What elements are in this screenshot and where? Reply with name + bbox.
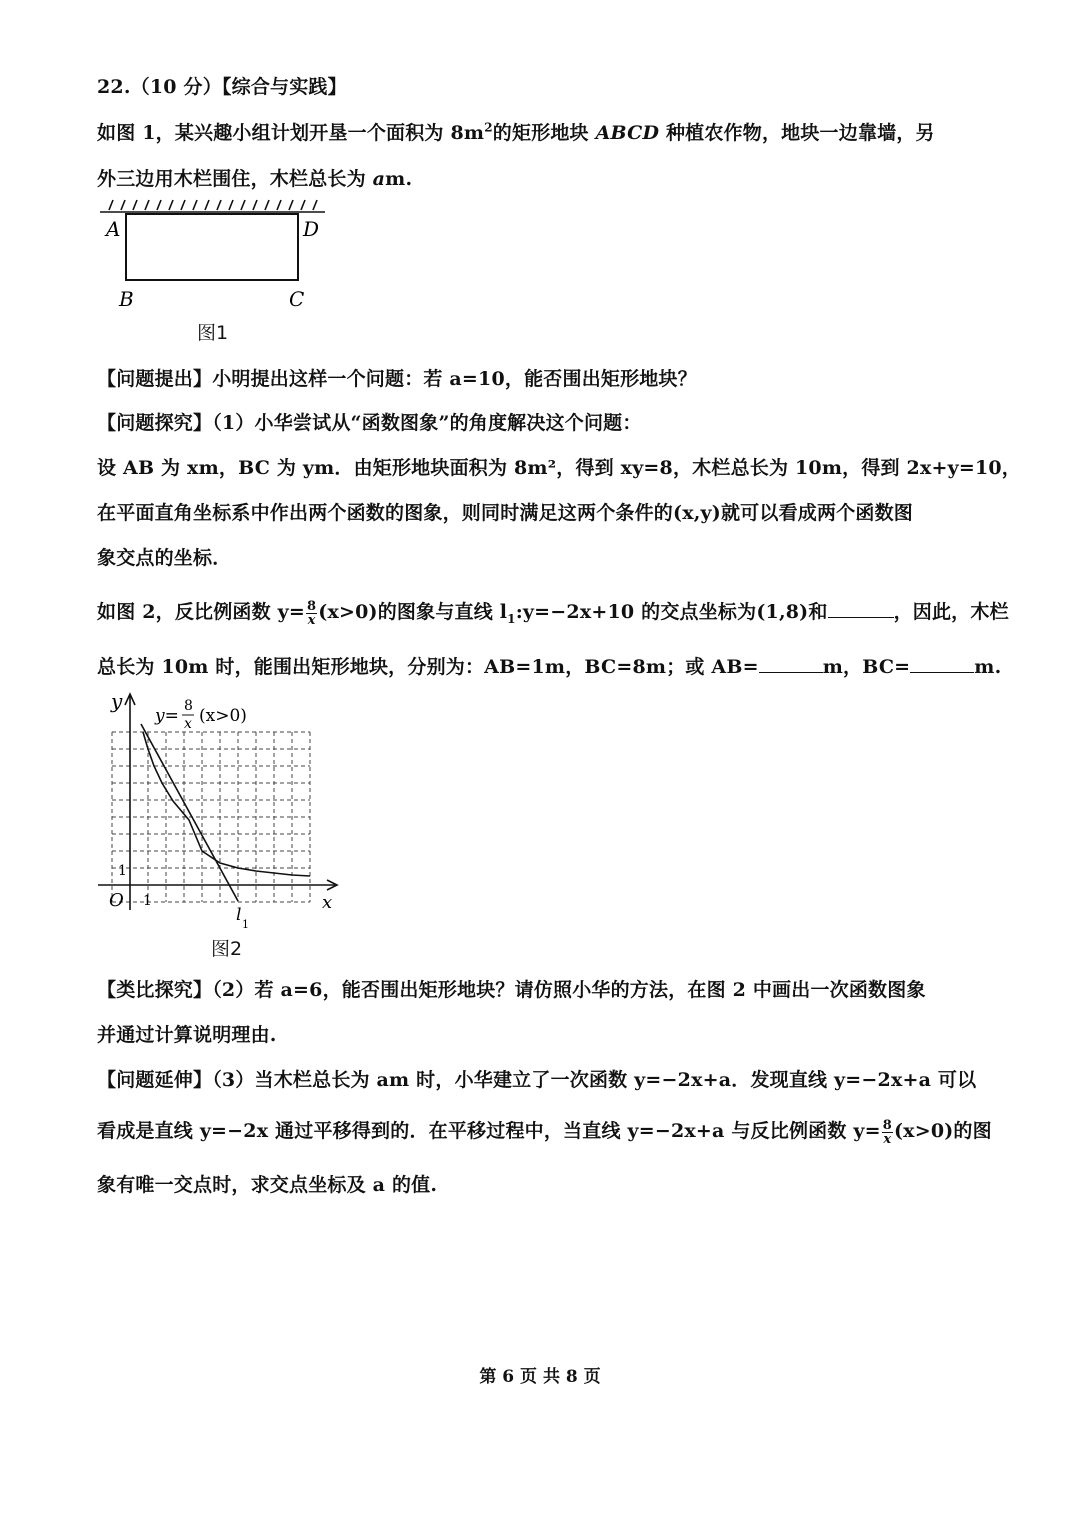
extension-text: （3）当木栏总长为 am 时，小华建立了一次函数 y=−2x+a．发现直线 y=−2x+a 可以 [212, 1069, 977, 1091]
curve-label-domain: (x>0) [199, 706, 247, 726]
curve-label-num: 8 [184, 698, 193, 714]
answer-blank-point[interactable] [828, 599, 894, 618]
fraction-denominator: x [883, 1131, 892, 1147]
extension-line-3: 象有唯一交点时，求交点坐标及 a 的值. [97, 1174, 438, 1196]
text: (x>0)的图象与直线 l [318, 601, 508, 623]
page-number-footer: 第 6 页 共 8 页 [479, 1367, 601, 1387]
line-l1-subscript: 1 [242, 918, 249, 931]
y-axis-label: y [111, 689, 123, 713]
hyperbola-curve [143, 732, 310, 876]
label-b: B [119, 287, 134, 311]
y-tick-1: 1 [118, 863, 127, 879]
text: (x>0)的图 [893, 1120, 992, 1142]
question-header [97, 72, 997, 99]
fraction-8-over-x [306, 600, 317, 627]
intro-text: 的矩形地块 [492, 122, 596, 144]
tag-extension: 【问题延伸】 [97, 1069, 213, 1091]
intro-abcd: ABCD [595, 122, 660, 144]
intro-text: 外三边用木栏围住，木栏总长为 [97, 168, 373, 190]
x-axis-label: x [322, 892, 333, 913]
text: ，因此，木栏 [893, 601, 1009, 623]
fraction-numerator: 8 [307, 598, 317, 614]
line-l1 [141, 724, 238, 901]
intro-text: 种植农作物，地块一边靠墙，另 [659, 122, 935, 144]
label-a: A [106, 217, 121, 241]
x-tick-1: 1 [143, 893, 152, 909]
text: :y=−2x+10 的交点坐标为(1,8)和 [515, 601, 828, 623]
fraction-8-over-x [882, 1119, 893, 1146]
explore-line-3: 象交点的坐标． [97, 547, 232, 569]
analogy-text: （2）若 a=6，能否围出矩形地块？请仿照小华的方法，在图 2 中画出一次函数图象 [212, 979, 926, 1001]
extension-line-1 [97, 1065, 997, 1092]
text: 看成是直线 y=−2x 通过平移得到的．在平移过程中，当直线 y=−2x+a 与反比例函数 y= [97, 1120, 881, 1142]
analogy-line-2: 并通过计算说明理由. [97, 1024, 277, 1046]
answer-blank-bc[interactable] [910, 654, 974, 673]
text: 总长为 10m 时，能围出矩形地块，分别为：AB=1m，BC=8m；或 AB= [97, 656, 759, 678]
answer-blank-ab[interactable] [759, 654, 823, 673]
intro-line-1 [97, 118, 997, 145]
intro-var-a: a [372, 168, 386, 190]
tag-problem-explore: 【问题探究】 [97, 412, 213, 434]
axes [98, 694, 337, 910]
text: 如图 2，反比例函数 y= [97, 601, 306, 623]
figure-1-caption: 图1 [197, 322, 229, 344]
curve-label-den: x [184, 716, 192, 732]
fraction-denominator: x [307, 612, 316, 628]
problem-raise-text: 小明提出这样一个问题：若 a=10，能否围出矩形地块？ [212, 368, 697, 390]
wall-hatching [100, 200, 325, 212]
question-number: 22. [97, 76, 131, 98]
tag-analogy: 【类比探究】 [97, 979, 213, 1001]
problem-explore [97, 408, 997, 435]
tag-problem-raise: 【问题提出】 [97, 368, 213, 390]
intro-superscript: 2 [484, 120, 493, 135]
figure-1-diagram [95, 196, 335, 316]
intro-text: m. [385, 168, 413, 190]
intro-line-2 [97, 164, 997, 191]
explore-line-4 [97, 597, 1009, 628]
subscript: 1 [507, 611, 516, 626]
extension-line-2 [97, 1116, 997, 1146]
label-d: D [303, 217, 320, 241]
problem-explore-text: （1）小华尝试从“函数图象”的角度解决这个问题： [212, 412, 642, 434]
problem-raise [97, 364, 997, 391]
question-score: （10 分） [130, 76, 222, 98]
figure-2-graph [95, 688, 355, 936]
curve-label-y: y= [155, 706, 179, 726]
grid-lines [112, 732, 310, 902]
fraction-numerator: 8 [882, 1117, 892, 1133]
analogy-line-1 [97, 975, 997, 1002]
rectangle-abcd [126, 214, 298, 280]
question-tag: 【综合与实践】 [221, 76, 347, 98]
text: m. [974, 656, 1002, 678]
explore-line-1: 设 AB 为 xm，BC 为 ym．由矩形地块面积为 8m²，得到 xy=8，木栏总长为 10m，得到 2x+y=10， [97, 457, 1022, 479]
text: m，BC= [822, 656, 911, 678]
origin-label: O [109, 890, 124, 911]
label-c: C [289, 287, 305, 311]
figure-2-caption: 图2 [211, 938, 243, 960]
line-l1-label: l [236, 905, 242, 925]
explore-line-5 [97, 652, 1002, 679]
explore-line-2: 在平面直角坐标系中作出两个函数的图象，则同时满足这两个条件的(x,y)就可以看成两个函数图 [97, 502, 913, 524]
intro-text: 如图 1，某兴趣小组计划开垦一个面积为 8m [97, 122, 485, 144]
